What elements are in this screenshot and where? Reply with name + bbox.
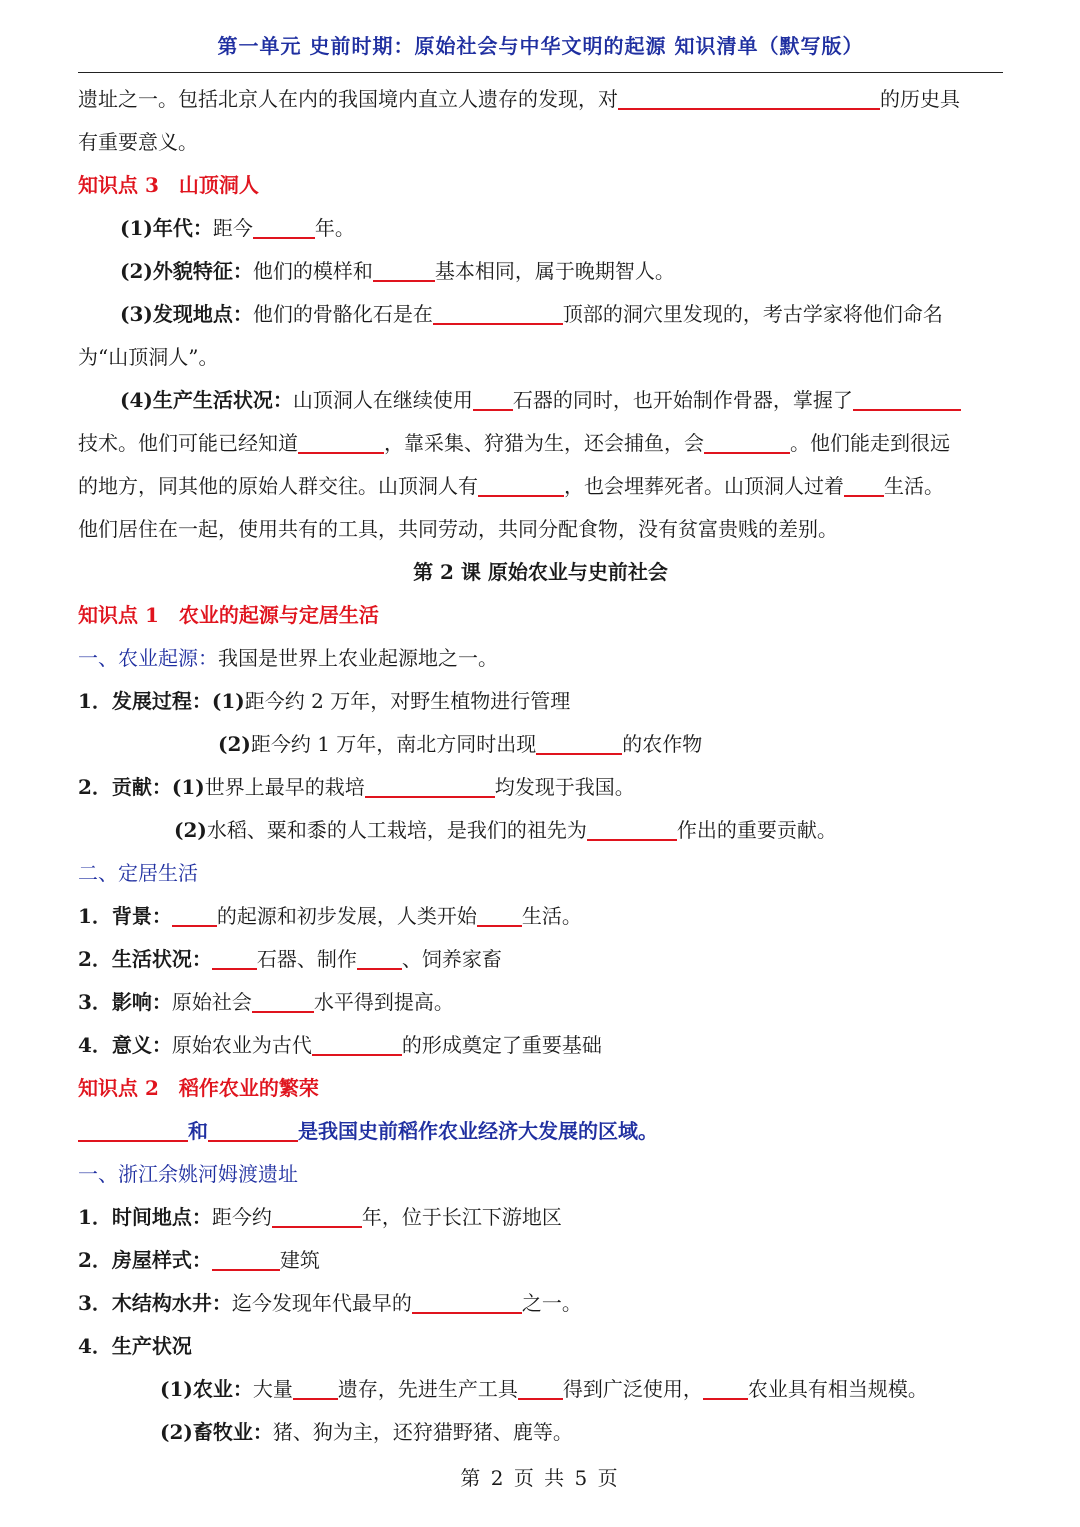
text-line (78, 809, 1003, 852)
fill-blank[interactable] (412, 1288, 522, 1314)
text-line (78, 723, 1003, 766)
text-line (78, 422, 1003, 465)
fill-blank[interactable] (272, 1202, 362, 1228)
item-label: 1．背景： (78, 904, 172, 928)
text: 生活。 (521, 904, 582, 928)
text-line (78, 1024, 1003, 1067)
text-line (78, 336, 1003, 379)
text: 为“山顶洞人”。 (78, 345, 219, 369)
text: 均发现于我国。 (494, 775, 635, 799)
text: 的地方，同其他的原始人群交往。山顶洞人有 (78, 474, 478, 498)
text-line (78, 766, 1003, 809)
item-label: (1)年代： (120, 216, 213, 240)
text: 猪、狗为主，还狩猎野猪、鹿等。 (272, 1420, 573, 1444)
text-line (78, 637, 1003, 680)
text: 原始社会 (171, 990, 252, 1014)
text: 世界上最早的栽培 (204, 775, 365, 799)
knowledge-point-heading: 知识点 1 农业的起源与定居生活 (78, 603, 379, 627)
text-line (78, 1282, 1003, 1325)
fill-blank[interactable] (618, 84, 880, 110)
item-label: 3．影响： (78, 990, 172, 1014)
item-label: 4．意义： (78, 1033, 172, 1057)
fill-blank[interactable] (473, 385, 513, 411)
text: 大量 (252, 1377, 293, 1401)
fill-blank[interactable] (704, 428, 790, 454)
text-line (78, 508, 1003, 551)
text: 我国是世界上农业起源地之一。 (218, 646, 498, 670)
text: 、饲养家畜 (401, 947, 502, 971)
text: 石器、制作 (256, 947, 357, 971)
fill-blank[interactable] (293, 1374, 338, 1400)
text: 农业具有相当规模。 (747, 1377, 928, 1401)
text: 水平得到提高。 (313, 990, 454, 1014)
page-number: 第 2 页 共 5 页 (460, 1466, 620, 1490)
text: ，也会埋葬死者。山顶洞人过着 (564, 474, 844, 498)
fill-blank[interactable] (172, 901, 217, 927)
text: 的形成奠定了重要基础 (401, 1033, 602, 1057)
text: 他们居住在一起，使用共有的工具，共同劳动，共同分配食物，没有贫富贵贱的差别。 (78, 517, 838, 541)
text-line (78, 1368, 1003, 1411)
text: 的农作物 (622, 732, 703, 756)
text: 和 (188, 1119, 208, 1143)
text-line (78, 465, 1003, 508)
text: 作出的重要贡献。 (676, 818, 837, 842)
text-line (78, 981, 1003, 1024)
fill-blank[interactable] (478, 471, 564, 497)
text: 距今约 (211, 1205, 272, 1229)
item-label: 1．时间地点： (78, 1205, 212, 1229)
text: 的历史具 (880, 87, 960, 111)
fill-blank[interactable] (477, 901, 522, 927)
text: 技术。他们可能已经知道 (78, 431, 298, 455)
item-label: (2)外貌特征： (120, 259, 253, 283)
text-line (78, 1411, 1003, 1454)
item-label: 2．房屋样式： (78, 1248, 212, 1272)
text-line (78, 78, 1003, 121)
item-label: (4)生产生活状况： (120, 388, 293, 412)
knowledge-point-heading: 知识点 3 山顶洞人 (78, 173, 259, 197)
text-line (78, 293, 1003, 336)
fill-blank[interactable] (844, 471, 884, 497)
text: 基本相同，属于晚期智人。 (434, 259, 675, 283)
text: 距今 (212, 216, 253, 240)
fill-blank[interactable] (253, 213, 315, 239)
text: 山顶洞人在继续使用 (292, 388, 473, 412)
fill-blank[interactable] (208, 1116, 298, 1142)
fill-blank[interactable] (703, 1374, 748, 1400)
item-label: (2) (174, 818, 207, 842)
section-label: 一、农业起源： (78, 646, 218, 670)
text-line (78, 207, 1003, 250)
text: 顶部的洞穴里发现的，考古学家将他们命名 (562, 302, 943, 326)
text-line (78, 250, 1003, 293)
text-line (78, 938, 1003, 981)
text: 之一。 (521, 1291, 582, 1315)
text: 年。 (314, 216, 355, 240)
text: 有重要意义。 (78, 130, 198, 154)
text-line (78, 379, 1003, 422)
fill-blank[interactable] (357, 944, 402, 970)
fill-blank[interactable] (536, 729, 622, 755)
item-label: 4．生产状况 (78, 1334, 192, 1358)
fill-blank[interactable] (298, 428, 384, 454)
text: 迄今发现年代最早的 (231, 1291, 412, 1315)
fill-blank[interactable] (365, 772, 495, 798)
text: 原始农业为古代 (171, 1033, 312, 1057)
text: 遗存，先进生产工具 (337, 1377, 518, 1401)
fill-blank[interactable] (212, 1245, 280, 1271)
item-label: (1) (171, 775, 205, 799)
section-heading: 二、定居生活 (78, 861, 198, 885)
page-header-title: 第一单元 史前时期：原始社会与中华文明的起源 知识清单（默写版） (217, 34, 864, 58)
text-line (78, 121, 1003, 164)
header-divider (78, 72, 1003, 73)
text: 他们的模样和 (252, 259, 373, 283)
text-line (78, 1110, 1003, 1153)
text-line (78, 1325, 1003, 1368)
text-line (78, 1196, 1003, 1239)
text-line (78, 895, 1003, 938)
section-heading: 一、浙江余姚河姆渡遗址 (78, 1162, 298, 1186)
item-label: (1) (211, 689, 245, 713)
text: 年，位于长江下游地区 (361, 1205, 562, 1229)
item-label: 3．木结构水井： (78, 1291, 232, 1315)
text: 距今约 2 万年，对野生植物进行管理 (244, 689, 571, 713)
text: 水稻、粟和黍的人工栽培，是我们的祖先为 (206, 818, 587, 842)
text: 得到广泛使用， (562, 1377, 703, 1401)
text: 。他们能走到很远 (790, 431, 950, 455)
item-label: 2．贡献： (78, 775, 172, 799)
text-line (78, 680, 1003, 723)
fill-blank[interactable] (373, 256, 435, 282)
fill-blank[interactable] (587, 815, 677, 841)
text: 建筑 (279, 1248, 320, 1272)
text: 的起源和初步发展，人类开始 (216, 904, 477, 928)
fill-blank[interactable] (433, 299, 563, 325)
item-label: (2) (218, 732, 251, 756)
text: 他们的骨骼化石是在 (252, 302, 433, 326)
text: ，靠采集、狩猎为生，还会捕鱼，会 (384, 431, 704, 455)
fill-blank[interactable] (853, 385, 961, 411)
fill-blank[interactable] (78, 1116, 188, 1142)
fill-blank[interactable] (212, 944, 257, 970)
fill-blank[interactable] (518, 1374, 563, 1400)
item-label: (2)畜牧业： (160, 1420, 273, 1444)
knowledge-point-heading: 知识点 2 稻作农业的繁荣 (78, 1076, 319, 1100)
item-label: (1)农业： (160, 1377, 253, 1401)
item-label: 2．生活状况： (78, 947, 212, 971)
text: 石器的同时，也开始制作骨器，掌握了 (512, 388, 853, 412)
text: 距今约 1 万年，南北方同时出现 (250, 732, 537, 756)
text: 遗址之一。包括北京人在内的我国境内直立人遗存的发现，对 (78, 87, 618, 111)
fill-blank[interactable] (312, 1030, 402, 1056)
item-label: 1．发展过程： (78, 689, 212, 713)
text: 是我国史前稻作农业经济大发展的区域。 (298, 1119, 658, 1143)
text: 生活。 (884, 474, 944, 498)
fill-blank[interactable] (252, 987, 314, 1013)
item-label: (3)发现地点： (120, 302, 253, 326)
text-line (78, 1239, 1003, 1282)
document-body (78, 78, 1003, 1454)
lesson-title: 第 2 课 原始农业与史前社会 (413, 560, 668, 584)
